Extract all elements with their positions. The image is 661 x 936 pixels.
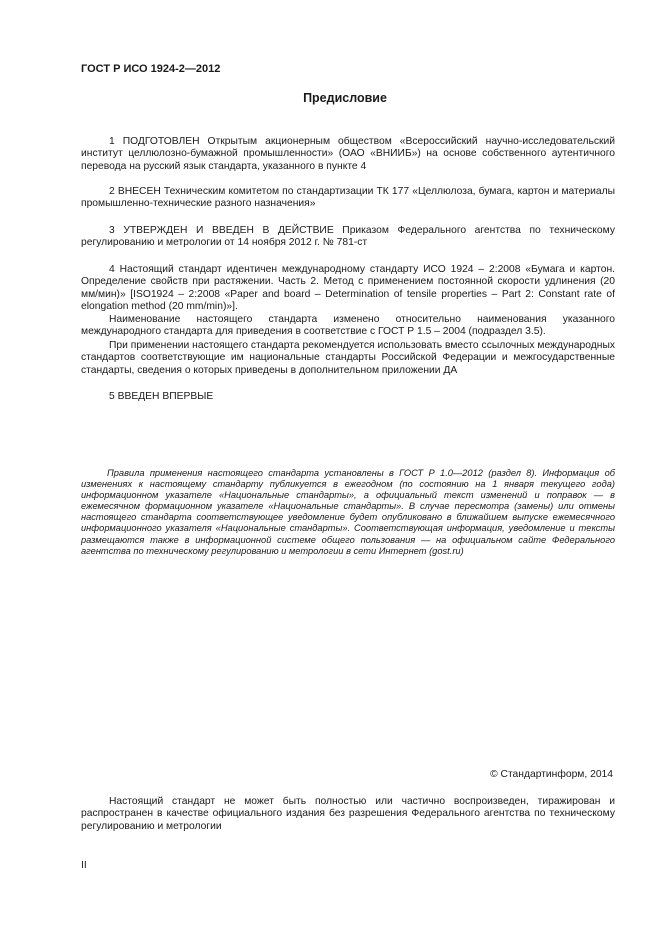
item-4-identical-standard: 4 Настоящий стандарт идентичен международному стандарту ИСО 1924 – 2:2008 «Бумага и картон. Определение свойств при растяжении. Часть 2. Метод с применением постоянной скорости удлинения (20 мм/мин)» [ISO1924 – 2:2008 «Paper and board – Determination of tensile properties – Part 2: Constant rate of elongation method (20 mm/min)»]. (81, 264, 615, 312)
item-2-submitted-by: 2 ВНЕСЕН Техническим комитетом по стандартизации ТК 177 «Целлюлоза, бумага, картон и материалы промышленно-технические разного назначения» (81, 186, 615, 210)
item-3-approved: 3 УТВЕРЖДЕН И ВВЕДЕН В ДЕЙСТВИЕ Приказом Федерального агентства по техническому регулированию и метрологии от 14 ноября 2012 г. № 781-ст (81, 225, 615, 249)
item-4-name-change: Наименование настоящего стандарта изменено относительно наименования указанного международного стандарта для приведения в соответствие с ГОСТ Р 1.5 – 2004 (подраздел 3.5). (81, 314, 615, 338)
item-1-prepared-by: 1 ПОДГОТОВЛЕН Открытым акционерным обществом «Всероссийский научно-исследовательский институт целлюлозно-бумажной промышленности» (ОАО «ВНИИБ») на основе собственного аутентичного перевода на русский язык стандарта, указанного в пункте 4 (81, 136, 615, 172)
application-rules-notice: Правила применения настоящего стандарта установлены в ГОСТ Р 1.0—2012 (раздел 8). Информация об изменениях к настоящему стандарту публикуется в ежегодном (по состоянию на 1 января текущего года) информационном указателе «Национальные стандарты», а официальный текст изменений и поправок — в ежемесячном формационном указателе «Национальные стандарты». В случае пересмотра (замены) или отмены настоящего стандарта соответствующее уведомление будет опубликовано в ближайшем выпуске ежемесячного информационного указателя «Национальные стандарты». Соответствующая информация, уведомление и тексты размещаются также в информационной системе общего пользования — на официальном сайте Федерального агентства по техническому регулированию и метрологии в сети Интернет (gost.ru) (81, 468, 615, 556)
item-5-first-introduced: 5 ВВЕДЕН ВПЕРВЫЕ (109, 391, 214, 402)
copyright-line: © Стандартинформ, 2014 (490, 769, 613, 780)
reproduction-notice: Настоящий стандарт не может быть полностью или частично воспроизведен, тиражирован и распространен в качестве официального издания без разрешения Федерального агентства по техническому регулированию и метрологии (81, 796, 615, 832)
standard-code-header: ГОСТ Р ИСО 1924-2—2012 (81, 63, 221, 75)
page-number: II (81, 860, 87, 871)
item-4-references-note: При применении настоящего стандарта рекомендуется использовать вместо ссылочных международных стандартов соответствующие им национальные стандарты Российской Федерации и межгосударственные стандарты, сведения о которых приведены в дополнительном приложении ДА (81, 340, 615, 376)
page-title: Предисловие (303, 91, 387, 105)
